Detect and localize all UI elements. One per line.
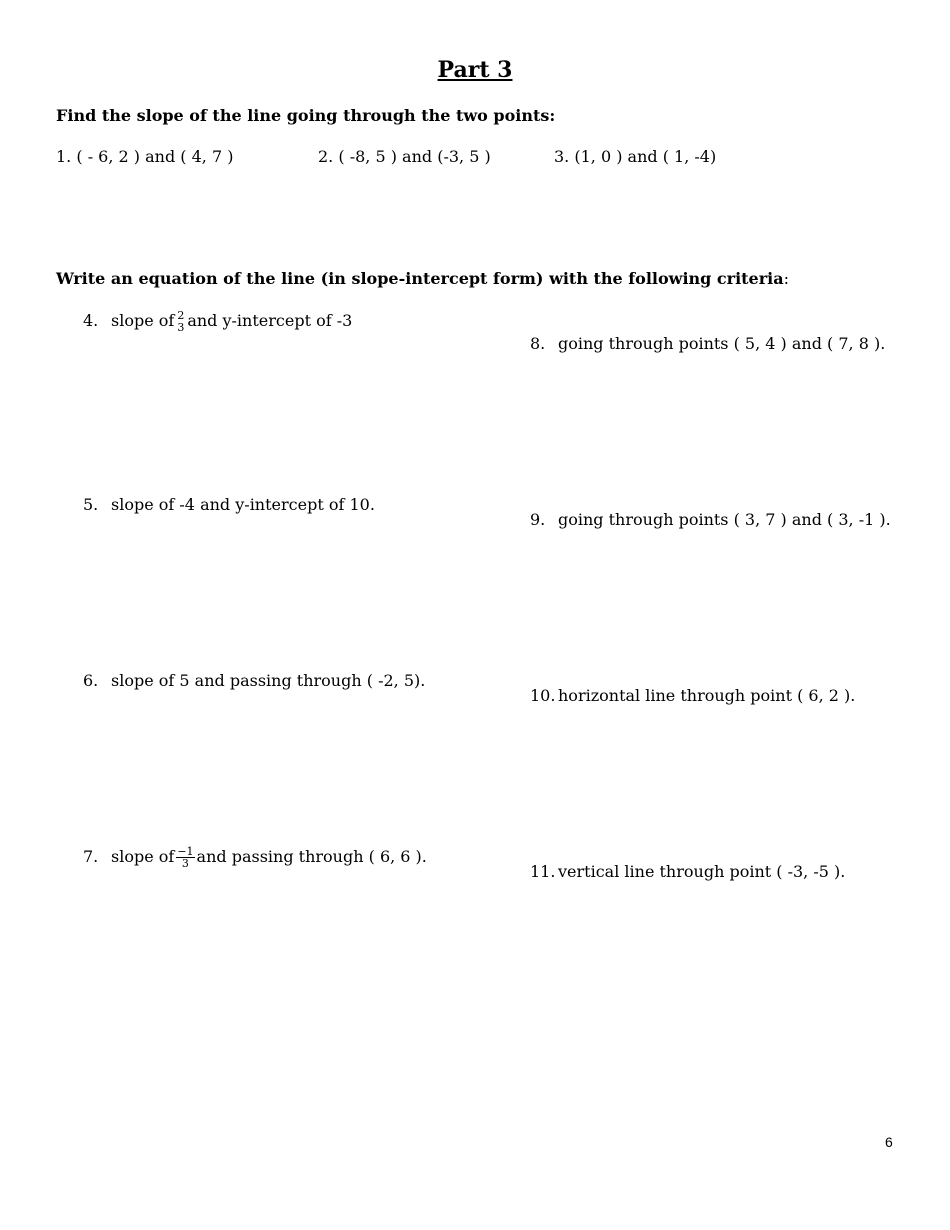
page-title: Part 3 [437, 57, 513, 83]
problem-number: 2. [318, 147, 334, 166]
problem-text: (1, 0 ) and ( 1, -4) [574, 147, 717, 166]
problem-number: 7. [83, 847, 99, 866]
problem-2 [318, 147, 491, 166]
fraction-negative-one-third [176, 846, 194, 869]
problem-number: 9. [530, 510, 546, 529]
problem-10 [530, 686, 855, 705]
problem-number: 5. [83, 495, 99, 514]
problem-text: ( -8, 5 ) and (-3, 5 ) [338, 147, 491, 166]
fraction-two-thirds [176, 310, 185, 333]
problem-number: 10. [530, 686, 556, 705]
problem-text: vertical line through point ( -3, -5 ). [558, 862, 846, 881]
problem-number: 8. [530, 334, 546, 353]
fraction-denominator: 3 [177, 321, 185, 334]
problem-text: ( - 6, 2 ) and ( 4, 7 ) [76, 147, 234, 166]
fraction-numerator: 2 [177, 309, 185, 322]
problem-text-pre: slope of [111, 847, 175, 866]
problem-number: 4. [83, 311, 99, 330]
section1-heading: Find the slope of the line going through the two points: [56, 106, 556, 125]
section2-heading-colon: : [783, 269, 789, 288]
problem-number: 3. [554, 147, 570, 166]
fraction-numerator: −1 [177, 845, 194, 858]
problem-text: horizontal line through point ( 6, 2 ). [558, 686, 856, 705]
section2-heading [56, 269, 789, 288]
problem-number: 6. [83, 671, 99, 690]
problem-text: going through points ( 5, 4 ) and ( 7, 8 ). [558, 334, 886, 353]
problem-text-post: and y-intercept of -3 [187, 311, 353, 330]
problem-text-pre: slope of [111, 311, 175, 330]
problem-5 [83, 495, 375, 514]
problem-4 [83, 310, 352, 333]
problem-number: 1. [56, 147, 72, 166]
problem-text: slope of 5 and passing through ( -2, 5). [111, 671, 426, 690]
page-number: 6 [885, 1134, 893, 1150]
section2-heading-text: Write an equation of the line (in slope-intercept form) with the following criteria [56, 269, 784, 288]
problem-number: 11. [530, 862, 556, 881]
problem-9 [530, 510, 891, 529]
problem-6 [83, 671, 425, 690]
problem-text: going through points ( 3, 7 ) and ( 3, -1 ). [558, 510, 891, 529]
problem-3 [554, 147, 716, 166]
problem-text-post: and passing through ( 6, 6 ). [196, 847, 427, 866]
problem-text: slope of -4 and y-intercept of 10. [111, 495, 375, 514]
fraction-denominator: 3 [181, 857, 189, 870]
problem-11 [530, 862, 845, 881]
problem-1 [56, 147, 233, 166]
problem-8 [530, 334, 885, 353]
problem-7 [83, 846, 427, 869]
